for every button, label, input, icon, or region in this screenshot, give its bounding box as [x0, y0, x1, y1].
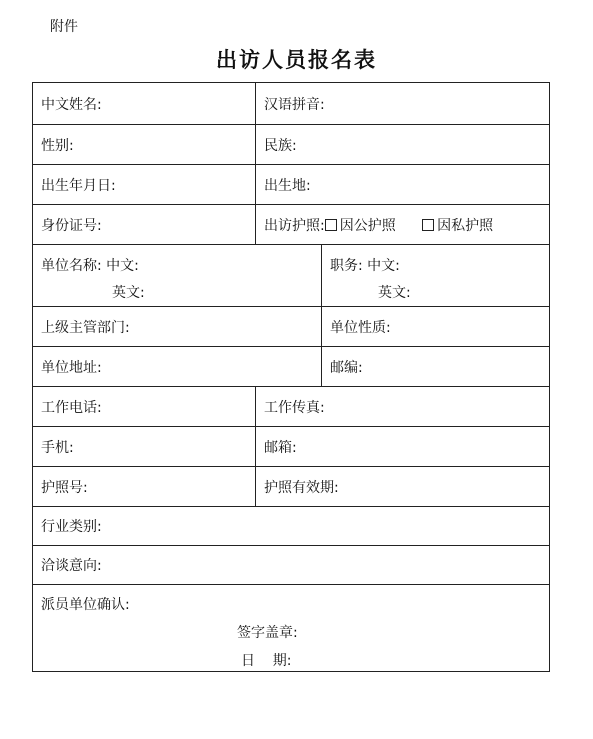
position-en-label: 英文: — [378, 285, 411, 301]
ethnicity-label: 民族: — [264, 137, 297, 154]
id-number-label: 身份证号: — [41, 217, 102, 234]
passport-valid-label: 护照有效期: — [264, 479, 339, 496]
mobile-label: 手机: — [41, 439, 74, 456]
checkbox-public-passport[interactable] — [325, 219, 337, 231]
org-name-cn-label: 单位名称: 中文: — [41, 258, 139, 274]
form-row — [33, 467, 549, 507]
position-cn-label: 职务: 中文: — [330, 258, 400, 274]
form-row — [33, 546, 549, 585]
form-row — [33, 427, 549, 467]
private-passport-option: 因私护照 — [437, 217, 494, 234]
position-cell[interactable] — [321, 245, 549, 306]
checkbox-private-passport[interactable] — [422, 219, 434, 231]
form-row — [33, 245, 549, 307]
email-cell[interactable] — [255, 427, 549, 466]
passport-type-group — [264, 215, 493, 235]
postcode-cell[interactable] — [321, 347, 549, 386]
form-row — [33, 585, 549, 671]
name-cn-label: 中文姓名: — [41, 96, 102, 113]
passport-valid-cell[interactable] — [255, 467, 549, 506]
postcode-label: 邮编: — [330, 359, 363, 376]
date-label: 日 期: — [241, 653, 292, 669]
supervisor-cell[interactable] — [33, 307, 321, 346]
ethnicity-cell[interactable] — [255, 125, 549, 164]
work-fax-cell[interactable] — [255, 387, 549, 426]
mobile-cell[interactable] — [33, 427, 255, 466]
registration-form — [32, 82, 550, 672]
email-label: 邮箱: — [264, 439, 297, 456]
form-row — [33, 125, 549, 165]
form-row — [33, 307, 549, 347]
form-row — [33, 507, 549, 546]
form-row — [33, 165, 549, 205]
org-name-cell[interactable] — [33, 245, 321, 306]
pinyin-cell[interactable] — [255, 83, 549, 124]
birth-place-cell[interactable] — [255, 165, 549, 204]
org-address-cell[interactable] — [33, 347, 321, 386]
intent-cell[interactable] — [33, 546, 549, 584]
birth-date-label: 出生年月日: — [41, 177, 116, 194]
org-nature-cell[interactable] — [321, 307, 549, 346]
industry-cell[interactable] — [33, 507, 549, 545]
org-name-en-label: 英文: — [112, 285, 145, 301]
birth-place-label: 出生地: — [264, 177, 311, 194]
industry-label: 行业类别: — [41, 519, 102, 535]
work-phone-label: 工作电话: — [41, 399, 102, 416]
name-cn-cell[interactable] — [33, 83, 255, 124]
pinyin-label: 汉语拼音: — [264, 96, 325, 113]
work-phone-cell[interactable] — [33, 387, 255, 426]
work-fax-label: 工作传真: — [264, 399, 325, 416]
form-row — [33, 205, 549, 245]
gender-cell[interactable] — [33, 125, 255, 164]
passport-no-label: 护照号: — [41, 479, 88, 496]
public-passport-option: 因公护照 — [339, 217, 396, 234]
passport-type-label: 出访护照: — [264, 217, 325, 234]
org-address-label: 单位地址: — [41, 359, 102, 376]
birth-date-cell[interactable] — [33, 165, 255, 204]
passport-type-cell — [255, 205, 549, 244]
unit-confirm-cell[interactable] — [33, 585, 549, 671]
intent-label: 洽谈意向: — [41, 558, 102, 574]
form-row — [33, 83, 549, 125]
gender-label: 性别: — [41, 137, 74, 154]
attachment-label: 附件 — [50, 19, 78, 35]
id-number-cell[interactable] — [33, 205, 255, 244]
form-row — [33, 347, 549, 387]
form-row — [33, 387, 549, 427]
org-nature-label: 单位性质: — [330, 319, 391, 336]
signature-label: 签字盖章: — [237, 625, 298, 641]
supervisor-label: 上级主管部门: — [41, 319, 130, 336]
page-title: 出访人员报名表 — [216, 47, 377, 72]
passport-no-cell[interactable] — [33, 467, 255, 506]
unit-confirm-label: 派员单位确认: — [41, 597, 130, 613]
